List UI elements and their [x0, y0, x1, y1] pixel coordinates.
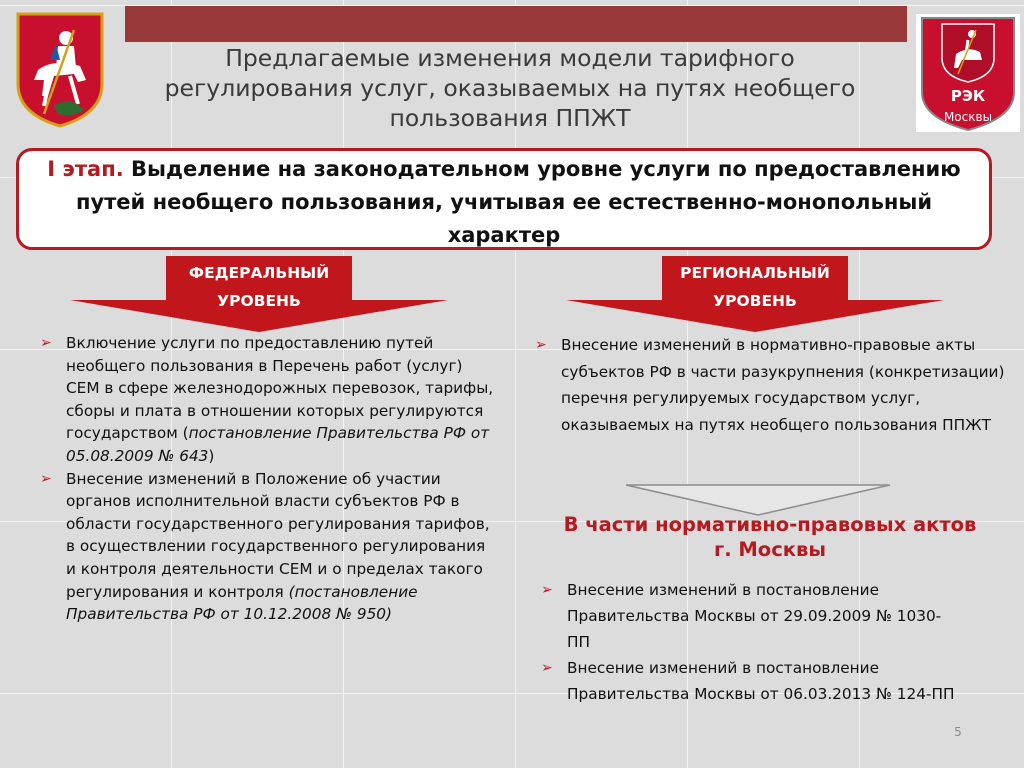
moscow-measures-list	[537, 577, 957, 707]
header-band	[125, 6, 907, 42]
chevron-bullet-icon: ➢	[535, 337, 547, 353]
logo-line-city: Москвы	[943, 110, 993, 124]
rek-moscow-logo	[916, 14, 1020, 132]
federal-measures-list	[36, 332, 496, 626]
regional-level-arrow	[566, 256, 944, 332]
logo-line-rek: РЭК	[950, 87, 986, 105]
federal-level-arrow	[70, 256, 448, 332]
moscow-coat-of-arms-left	[14, 10, 106, 128]
list-item: ➢ Внесение изменений в постановление Правительства Москвы от 29.09.2009 № 1030-ПП	[537, 577, 957, 655]
chevron-bullet-icon: ➢	[541, 582, 553, 598]
slide-title: Предлагаемые изменения модели тарифного регулирования услуг, оказываемых на путях необщего пользования ППЖТ	[164, 44, 856, 132]
list-item: ➢ Внесение изменений в постановление Правительства Москвы от 06.03.2013 № 124-ПП	[537, 655, 957, 707]
stage-text: Выделение на законодательном уровне услуги по предоставлению путей необщего пользования, учитывая ее естественно-монопольный характер	[75, 157, 961, 247]
list-item: ➢ Внесение изменений в Положение об участии органов исполнительной власти субъектов РФ в области государственного регулирования тарифов, в осуществлении государственного регулирования и контроля деятельности СЕМ и о пределах такого регулирования и контроля (постановление Правительства РФ от 10.12.2008 № 950)	[40, 469, 490, 624]
chevron-bullet-icon: ➢	[40, 470, 52, 487]
page-number: 5	[954, 725, 962, 739]
list-item: ➢ Включение услуги по предоставлению путей необщего пользования в Перечень работ (услуг) СЕМ в сфере железнодорожных перевозок, тарифы, сборы и плата в отношении которых регулируются государством (постановление Правительства РФ от 05.08.2009 № 643)	[40, 334, 494, 465]
list-item: ➢ Внесение изменений в нормативно-правовые акты субъектов РФ в части разукрупнения (конкретизации) перечня регулируемых государством услуг, оказываемых на путях необщего пользования ППЖТ	[531, 332, 1016, 438]
regional-level-label: РЕГИОНАЛЬНЫЙ УРОВЕНЬ	[680, 264, 830, 310]
stage-label: I этап.	[47, 157, 124, 181]
chevron-bullet-icon: ➢	[541, 660, 553, 676]
stage-banner	[16, 148, 992, 250]
regional-measures-list	[531, 332, 1016, 438]
moscow-acts-heading: В части нормативно-правовых актов г. Москвы	[563, 513, 977, 561]
federal-level-label: ФЕДЕРАЛЬНЫЙ УРОВЕНЬ	[188, 264, 330, 310]
chevron-bullet-icon: ➢	[40, 335, 52, 351]
